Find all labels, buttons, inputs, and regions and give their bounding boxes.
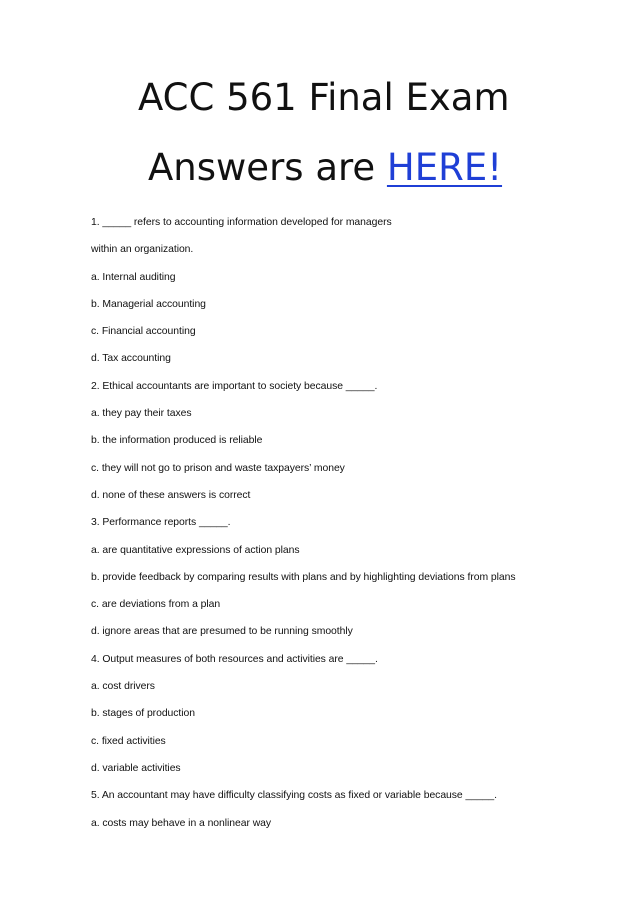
question-line: 1. _____ refers to accounting information developed for managers [91, 217, 392, 228]
answer-option: b. Managerial accounting [91, 298, 206, 310]
page-title-line-1: ACC 561 Final Exam [138, 76, 510, 119]
answer-option: c. Financial accounting [91, 326, 196, 338]
answer-option: c. are deviations from a plan [91, 599, 221, 611]
answer-option: c. they will not go to prison and waste taxpayers’ money [91, 462, 345, 474]
answer-option: a. Internal auditing [91, 271, 176, 283]
question-line: 5. An accountant may have difficulty classifying costs as fixed or variable because _____. [91, 790, 497, 802]
answer-option: d. ignore areas that are presumed to be running smoothly [91, 626, 353, 638]
answer-option: d. variable activities [91, 762, 181, 774]
question-line: 2. Ethical accountants are important to society because _____. [91, 380, 378, 392]
answer-option: b. stages of production [91, 708, 195, 720]
question-line: within an organization. [91, 244, 194, 256]
answer-option: a. costs may behave in a nonlinear way [91, 817, 272, 829]
question-line: 3. Performance reports _____. [91, 517, 231, 529]
question-line: 4. Output measures of both resources and activities are _____. [91, 653, 378, 665]
exam-questions [91, 209, 631, 837]
answer-option: d. Tax accounting [91, 353, 171, 365]
answer-option: c. fixed activities [91, 735, 166, 747]
answer-option: b. provide feedback by comparing results with plans and by highlighting deviations from plans [91, 571, 516, 583]
title-prefix: Answers are [148, 146, 387, 189]
answer-option: a. they pay their taxes [91, 408, 192, 420]
answer-option: a. are quantitative expressions of action plans [91, 544, 300, 556]
page-title-line-2 [148, 146, 628, 190]
answer-option: b. the information produced is reliable [91, 435, 263, 447]
answers-here-link[interactable]: HERE! [386, 146, 503, 189]
answer-option: a. cost drivers [91, 681, 155, 693]
answer-option: d. none of these answers is correct [91, 489, 251, 501]
